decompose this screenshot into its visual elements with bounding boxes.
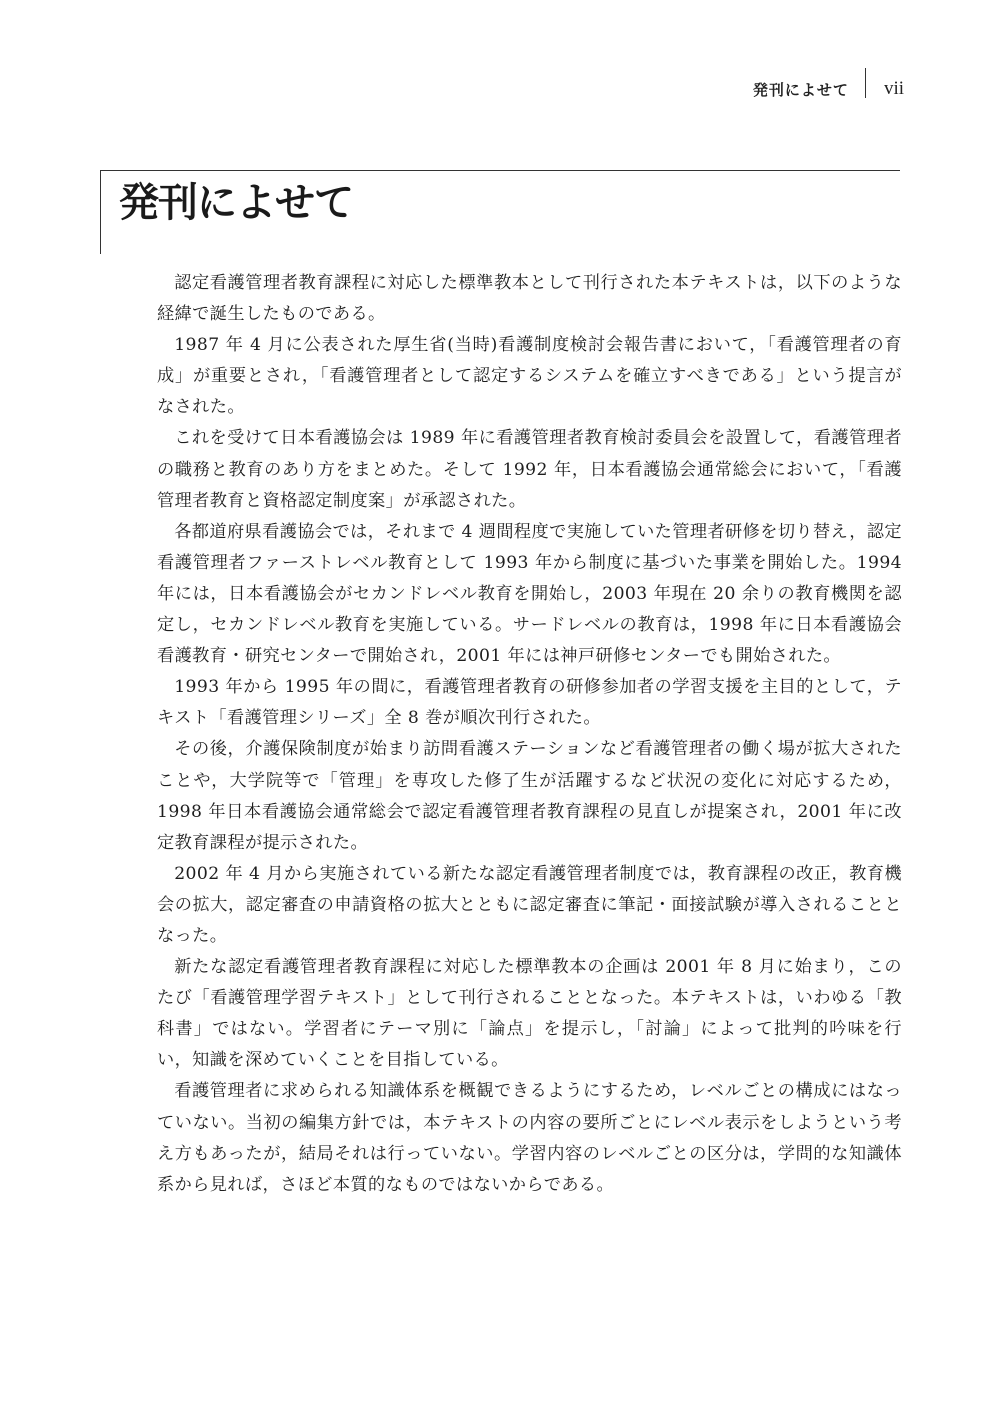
header-divider [865, 68, 866, 98]
paragraph-5: 1993 年から 1995 年の間に，看護管理者教育の研修参加者の学習支援を主目的として，テキスト「看護管理シリーズ」全 8 巻が順次刊行された。 [157, 677, 902, 729]
chapter-title-frame [100, 170, 900, 254]
paragraph-3: これを受けて日本看護協会は 1989 年に看護管理者教育検討委員会を設置して，看護管理者の職務と教育のあり方をまとめた。そして 1992 年，日本看護協会通常総会において，「看護管理者教育と資格認定制度案」が承認された。 [157, 428, 902, 511]
paragraph-6: その後，介護保険制度が始まり訪問看護ステーションなど看護管理者の働く場が拡大されたことや，大学院等で「管理」を専攻した修了生が活躍するなど状況の変化に対応するため，1998 年日本看護協会通常総会で認定看護管理者教育課程の見直しが提案され，2001 年に改定教育課程が提示された。 [157, 739, 902, 853]
paragraph-9: 看護管理者に求められる知識体系を概観できるようにするため，レベルごとの構成にはなっていない。当初の編集方針では，本テキストの内容の要所ごとにレベル表示をしようという考え方もあったが，結局それは行っていない。学習内容のレベルごとの区分は，学問的な知識体系から見れば，さほど本質的なものではないからである。 [157, 1081, 902, 1195]
paragraph-1: 認定看護管理者教育課程に対応した標準教本として刊行された本テキストは，以下のような経緯で誕生したものである。 [157, 273, 902, 325]
running-title: 発刊によせて [752, 80, 849, 99]
paragraph-4: 各都道府県看護協会では，それまで 4 週間程度で実施していた管理者研修を切り替え，認定看護管理者ファーストレベル教育として 1993 年から制度に基づいた事業を開始した。1994 年には，日本看護協会がセカンドレベル教育を開始し，2003 年現在 20 余りの教育機関を認定し，セカンドレベル教育を実施している。サードレベルの教育は，1998 年に日本看護協会看護教育・研究センターで開始され，2001 年には神戸研修センターでも開始された。 [157, 521, 902, 667]
body-text [157, 268, 902, 1201]
chapter-title: 発刊によせて [119, 180, 353, 226]
paragraph-8: 新たな認定看護管理者教育課程に対応した標準教本の企画は 2001 年 8 月に始まり，このたび「看護管理学習テキスト」として刊行されることとなった。本テキストは，いわゆる「教科書」ではない。学習者にテーマ別に「論点」を提示し，「討論」によって批判的吟味を行い，知識を深めていくことを目指している。 [157, 957, 902, 1071]
page-number: vii [883, 78, 904, 99]
running-header [753, 74, 904, 104]
paragraph-2: 1987 年 4 月に公表された厚生省(当時)看護制度検討会報告書において，「看護管理者の育成」が重要とされ，「看護管理者として認定するシステムを確立すべきである」という提言がなされた。 [157, 335, 902, 418]
paragraph-7: 2002 年 4 月から実施されている新たな認定看護管理者制度では，教育課程の改正，教育機会の拡大，認定審査の申請資格の拡大とともに認定審査に筆記・面接試験が導入されることとなった。 [157, 863, 902, 946]
